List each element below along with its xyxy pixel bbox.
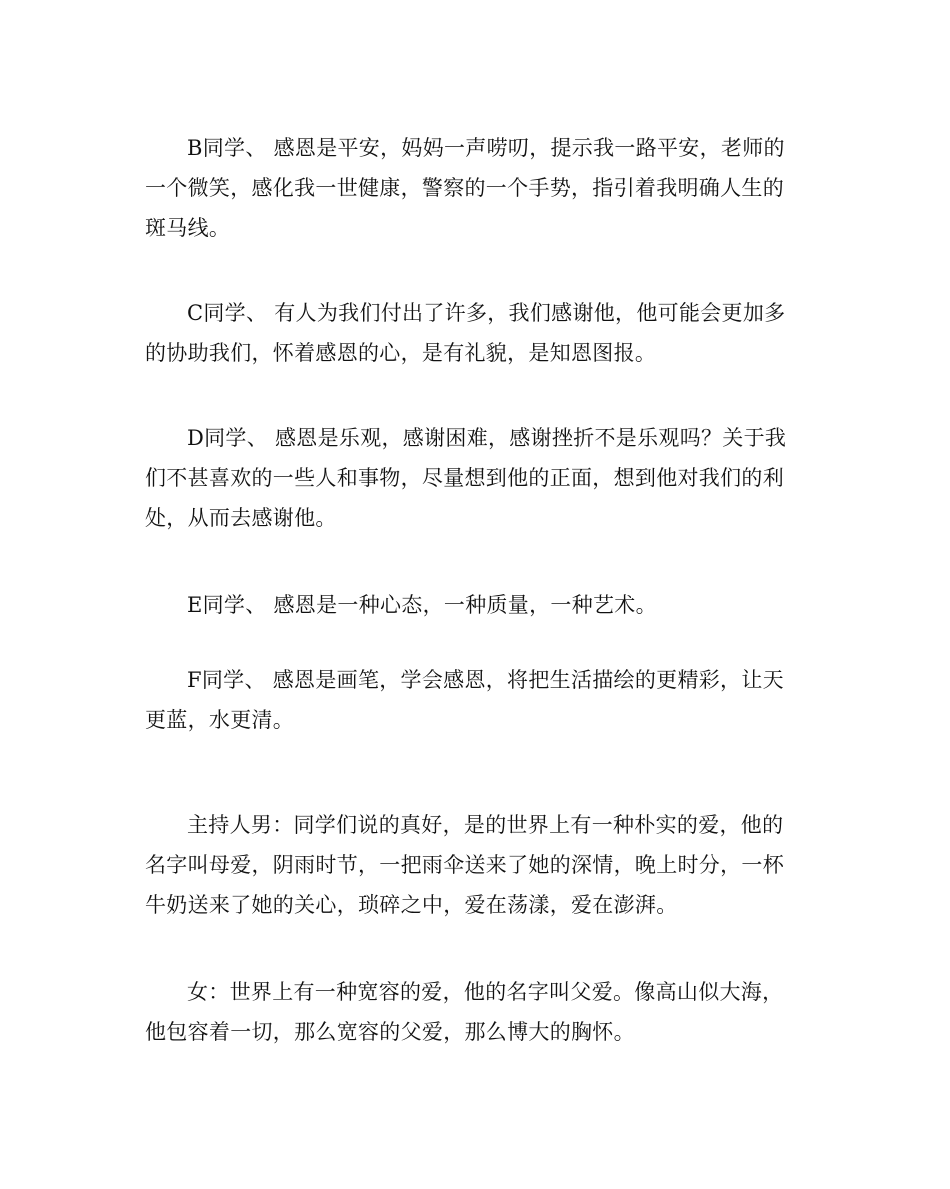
text-line: 更蓝，水更清。 xyxy=(145,708,295,732)
text-line: F同学、 感恩是画笔，学会感恩，将把生活描绘的更精彩，让天 xyxy=(187,668,784,692)
text-line: 女：世界上有一种宽容的爱，他的名字叫父爱。像高山似大海， xyxy=(187,980,784,1004)
text-line: 牛奶送来了她的关心，琐碎之中，爱在荡漾，爱在澎湃。 xyxy=(145,893,678,917)
paragraph-host-male xyxy=(145,805,805,925)
text-line: 们不甚喜欢的一些人和事物，尽量想到他的正面，想到他对我们的利 xyxy=(145,466,784,490)
paragraph-host-female xyxy=(145,972,805,1052)
text-line: E同学、 感恩是一种心态，一种质量，一种艺术。 xyxy=(187,593,657,617)
text-line: 名字叫母爱，阴雨时节，一把雨伞送来了她的深情，晚上时分，一杯 xyxy=(145,853,784,877)
text-line: C同学、 有人为我们付出了许多，我们感谢他，他可能会更加多 xyxy=(187,301,786,325)
paragraph-c-student xyxy=(145,293,805,373)
text-line: 他包容着一切，那么宽容的父爱，那么博大的胸怀。 xyxy=(145,1020,635,1044)
paragraph-d-student xyxy=(145,418,805,538)
text-line: 斑马线。 xyxy=(145,216,231,240)
paragraph-e-student xyxy=(145,585,805,625)
text-line: B同学、 感恩是平安，妈妈一声唠叨，提示我一路平安，老师的 xyxy=(187,136,785,160)
text-line: 处，从而去感谢他。 xyxy=(145,506,337,530)
text-line: D同学、 感恩是乐观，感谢困难，感谢挫折不是乐观吗？关于我 xyxy=(187,426,787,450)
paragraph-f-student xyxy=(145,660,805,740)
text-line: 一个微笑，感化我一世健康，警察的一个手势，指引着我明确人生的 xyxy=(145,176,784,200)
paragraph-b-student xyxy=(145,128,805,248)
text-line: 的协助我们，怀着感恩的心，是有礼貌，是知恩图报。 xyxy=(145,341,657,365)
text-line: 主持人男：同学们说的真好，是的世界上有一种朴实的爱，他的 xyxy=(187,813,784,837)
